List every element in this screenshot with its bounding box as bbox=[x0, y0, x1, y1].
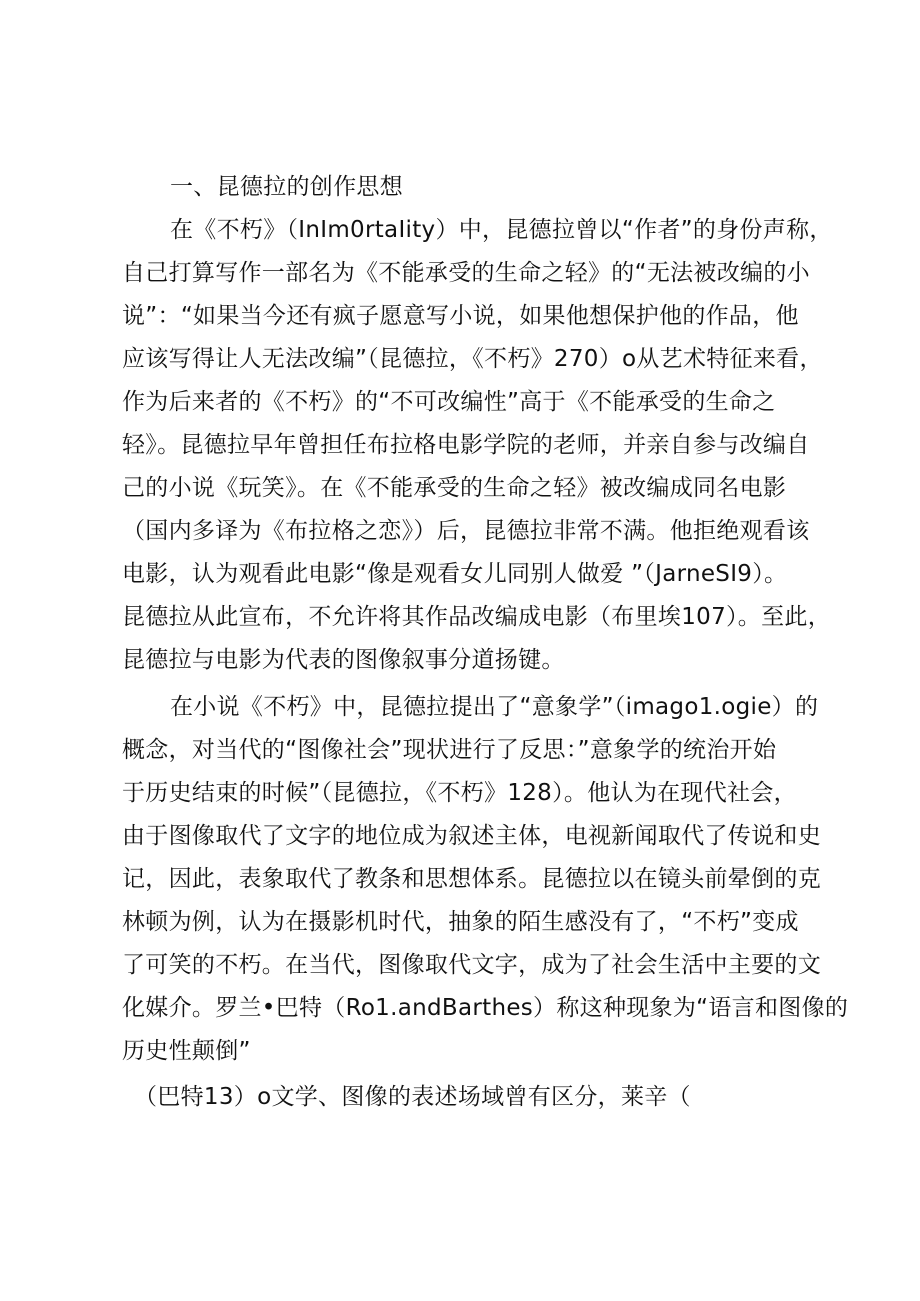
paragraph-1-line-4: 应该写得让人无法改编”（昆德拉，《不朽》270）o从艺术特征来看， bbox=[122, 346, 823, 372]
paragraph-1-line-11: 昆德拉与电影为代表的图像叙事分道扬键。 bbox=[122, 647, 565, 673]
paragraph-2-line-7: 了可笑的不朽。在当代，图像取代文字，成为了社会生活中主要的文 bbox=[122, 952, 821, 978]
paragraph-2-line-6: 林顿为例，认为在摄影机时代，抽象的陌生感没有了，“不朽”变成 bbox=[122, 909, 799, 935]
paragraph-3-line-1: （巴特13）o文学、图像的表述场域曾有区分，莱辛（ bbox=[134, 1084, 691, 1110]
paragraph-2-line-3: 于历史结束的时候”（昆德拉，《不朽》128）。他认为在现代社会， bbox=[122, 780, 797, 806]
paragraph-2-line-4: 由于图像取代了文字的地位成为叙述主体，电视新闻取代了传说和史 bbox=[122, 823, 821, 849]
paragraph-1-line-7: 己的小说《玩笑》。在《不能承受的生命之轻》被改编成同名电影 bbox=[122, 475, 787, 501]
paragraph-1-line-1: 在《不朽》（InIm0rtaIity）中，昆德拉曾以“作者”的身份声称， bbox=[170, 217, 833, 243]
paragraph-2-line-1: 在小说《不朽》中，昆德拉提出了“意象学”（imago1.ogie）的 bbox=[170, 694, 819, 720]
paragraph-1-line-9: 电影，认为观看此电影“像是观看女儿同别人做爱 ”（JarneSI9）。 bbox=[122, 561, 788, 587]
paragraph-1-line-2: 自己打算写作一部名为《不能承受的生命之轻》的“无法被改编的小 bbox=[122, 260, 810, 286]
paragraph-1-line-5: 作为后来者的《不朽》的“不可改编性”高于《不能承受的生命之 bbox=[122, 389, 776, 415]
paragraph-2-line-8: 化媒介。罗兰•巴特（Ro1.andBarthes）称这种现象为“语言和图像的 bbox=[122, 995, 849, 1021]
paragraph-2-line-9: 历史性颠倒” bbox=[122, 1038, 251, 1064]
paragraph-1-line-6: 轻》。昆德拉早年曾担任布拉格电影学院的老师，并亲自参与改编自 bbox=[122, 432, 810, 458]
paragraph-2-line-5: 记，因此，表象取代了教条和思想体系。昆德拉以在镜头前晕倒的克 bbox=[122, 866, 821, 892]
section-heading: 一、昆德拉的创作思想 bbox=[170, 174, 403, 200]
paragraph-1-line-3: 说”：“如果当今还有疯子愿意写小说，如果他想保护他的作品，他 bbox=[122, 303, 799, 329]
paragraph-1-line-8: （国内多译为《布拉格之恋》）后，昆德拉非常不满。他拒绝观看该 bbox=[122, 518, 810, 544]
paragraph-1-line-10: 昆德拉从此宣布，不允许将其作品改编成电影（布里埃107）。至此， bbox=[122, 604, 831, 630]
paragraph-2-line-2: 概念，对当代的“图像社会”现状进行了反思：”意象学的统治开始 bbox=[122, 737, 777, 763]
